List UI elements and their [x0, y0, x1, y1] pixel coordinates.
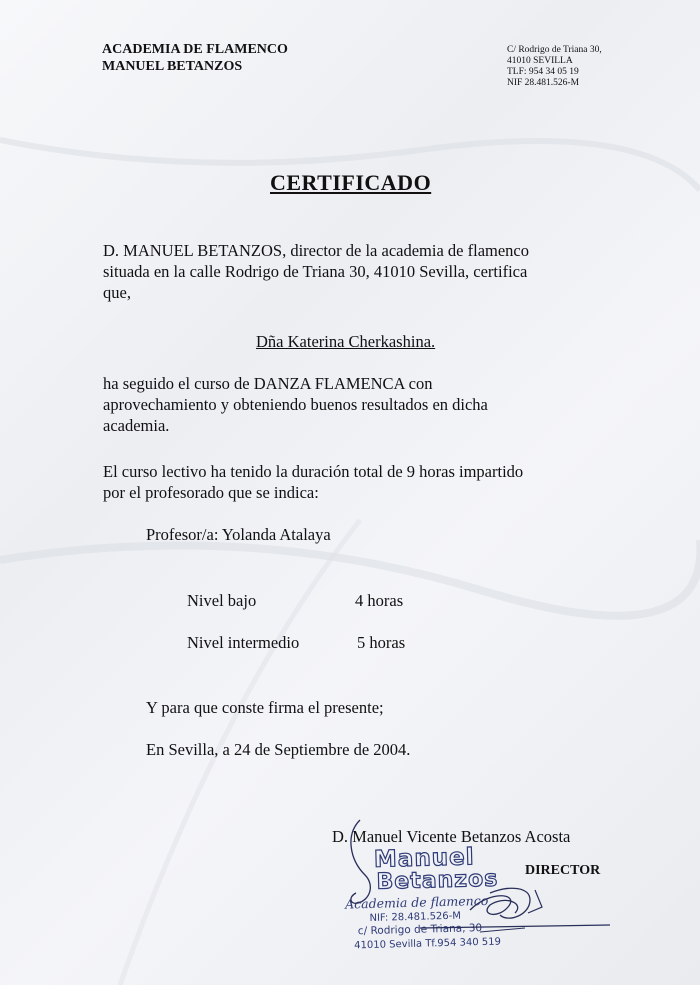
- academy-address: [507, 45, 602, 89]
- address-nif: NIF 28.481.526-M: [507, 78, 580, 88]
- course-line: ha seguido el curso de DANZA FLAMENCA con: [103, 374, 433, 393]
- teacher-line: Profesor/a: Yolanda Atalaya: [146, 525, 331, 544]
- level-name: Nivel bajo: [187, 591, 257, 610]
- academy-name: [102, 41, 288, 75]
- place-date: En Sevilla, a 24 de Septiembre de 2004.: [146, 740, 411, 759]
- stamp-city-phone: 41010 Sevilla Tf.954 340 519: [354, 936, 502, 952]
- student-name: Dña Katerina Cherkashina.: [256, 332, 436, 351]
- signatory-role: DIRECTOR: [525, 863, 601, 878]
- academy-name-line1: ACADEMIA DE FLAMENCO: [102, 42, 288, 57]
- intro-line: situada en la calle Rodrigo de Triana 30, 41010 Sevilla, certifica: [103, 262, 528, 281]
- address-street: C/ Rodrigo de Triana 30,: [507, 45, 602, 55]
- stamp-name-line1: Manuel: [373, 844, 475, 873]
- stamp-script-line: Academia de flamenco: [344, 892, 489, 912]
- level-hours: 5 horas: [357, 633, 406, 652]
- level-hours: 4 horas: [355, 591, 404, 610]
- duration-paragraph: [103, 461, 523, 503]
- intro-line: que,: [103, 283, 131, 302]
- intro-line: D. MANUEL BETANZOS, director de la academia de flamenco: [103, 241, 530, 260]
- page-title: CERTIFICADO: [270, 170, 432, 195]
- stamp-street: c/ Rodrigo de Triana, 30: [357, 922, 483, 938]
- course-paragraph: [103, 373, 488, 436]
- stamp-name-line2: Betanzos: [376, 866, 499, 895]
- course-line: aprovechamiento y obteniendo buenos resultados en dicha: [103, 395, 488, 414]
- academy-name-line2: MANUEL BETANZOS: [102, 59, 243, 74]
- stamp-nif: NIF: 28.481.526-M: [369, 910, 462, 924]
- director-signature: [330, 815, 630, 945]
- intro-paragraph: [103, 240, 529, 303]
- closing-line: Y para que conste firma el presente;: [146, 698, 384, 717]
- duration-line: por el profesorado que se indica:: [103, 483, 319, 502]
- address-phone: TLF: 954 34 05 19: [507, 67, 579, 77]
- level-name: Nivel intermedio: [187, 633, 300, 652]
- signatory-name: D. Manuel Vicente Betanzos Acosta: [332, 827, 571, 846]
- address-city: 41010 SEVILLA: [507, 56, 573, 66]
- course-line: academia.: [103, 416, 170, 435]
- duration-line: El curso lectivo ha tenido la duración total de 9 horas impartido: [103, 462, 524, 481]
